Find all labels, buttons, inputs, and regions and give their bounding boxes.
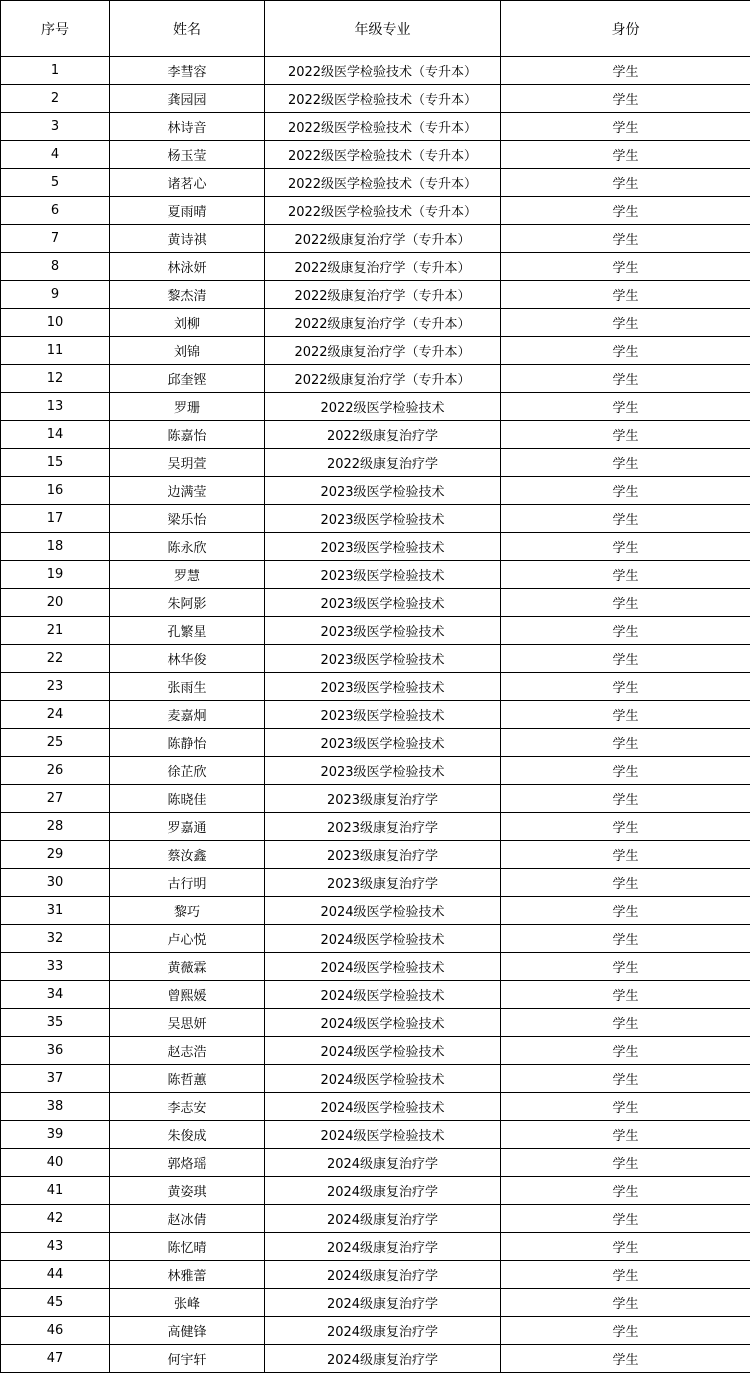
table-row [1,757,750,785]
cell-name: 朱俊成 [110,1121,265,1149]
cell-grade-major: 2024级康复治疗学 [265,1317,501,1345]
table-row [1,561,750,589]
cell-name: 李彗容 [110,57,265,85]
cell-identity: 学生 [501,729,750,757]
table-row [1,1205,750,1233]
cell-grade-major: 2022级康复治疗学（专升本） [265,253,501,281]
cell-identity: 学生 [501,197,750,225]
cell-index: 7 [1,225,110,253]
table-row [1,841,750,869]
cell-grade-major: 2024级康复治疗学 [265,1261,501,1289]
cell-index: 19 [1,561,110,589]
table-row [1,785,750,813]
cell-grade-major: 2022级康复治疗学（专升本） [265,281,501,309]
cell-identity: 学生 [501,869,750,897]
table-row [1,953,750,981]
cell-identity: 学生 [501,85,750,113]
cell-identity: 学生 [501,309,750,337]
cell-identity: 学生 [501,1317,750,1345]
cell-name: 郭烙瑶 [110,1149,265,1177]
table-row [1,169,750,197]
cell-index: 11 [1,337,110,365]
cell-index: 14 [1,421,110,449]
cell-identity: 学生 [501,757,750,785]
cell-grade-major: 2024级康复治疗学 [265,1177,501,1205]
table-row [1,85,750,113]
cell-grade-major: 2023级医学检验技术 [265,617,501,645]
cell-grade-major: 2023级医学检验技术 [265,757,501,785]
cell-grade-major: 2022级医学检验技术（专升本） [265,197,501,225]
table-row [1,1289,750,1317]
cell-identity: 学生 [501,421,750,449]
cell-name: 陈晓佳 [110,785,265,813]
table-row [1,365,750,393]
table-row [1,869,750,897]
cell-index: 41 [1,1177,110,1205]
cell-name: 罗珊 [110,393,265,421]
table-row [1,337,750,365]
cell-index: 47 [1,1345,110,1373]
cell-grade-major: 2023级医学检验技术 [265,645,501,673]
cell-grade-major: 2023级医学检验技术 [265,505,501,533]
cell-name: 麦嘉炯 [110,701,265,729]
cell-identity: 学生 [501,337,750,365]
cell-index: 27 [1,785,110,813]
cell-index: 40 [1,1149,110,1177]
cell-name: 陈忆晴 [110,1233,265,1261]
cell-name: 何宇轩 [110,1345,265,1373]
cell-name: 李志安 [110,1093,265,1121]
cell-name: 张雨生 [110,673,265,701]
cell-name: 孔繁星 [110,617,265,645]
cell-identity: 学生 [501,281,750,309]
table-row [1,281,750,309]
cell-index: 32 [1,925,110,953]
cell-grade-major: 2023级康复治疗学 [265,785,501,813]
cell-name: 陈嘉怡 [110,421,265,449]
cell-name: 高健锋 [110,1317,265,1345]
cell-grade-major: 2022级康复治疗学（专升本） [265,225,501,253]
cell-identity: 学生 [501,897,750,925]
header-index: 序号 [1,1,110,57]
cell-index: 45 [1,1289,110,1317]
cell-index: 36 [1,1037,110,1065]
table-row [1,253,750,281]
cell-identity: 学生 [501,1037,750,1065]
table-row [1,617,750,645]
cell-index: 13 [1,393,110,421]
cell-grade-major: 2023级医学检验技术 [265,673,501,701]
cell-grade-major: 2023级医学检验技术 [265,701,501,729]
cell-identity: 学生 [501,645,750,673]
table-row [1,925,750,953]
cell-grade-major: 2024级医学检验技术 [265,1037,501,1065]
cell-grade-major: 2022级医学检验技术（专升本） [265,113,501,141]
table-row [1,589,750,617]
table-row [1,393,750,421]
cell-identity: 学生 [501,1009,750,1037]
cell-name: 龚园园 [110,85,265,113]
cell-identity: 学生 [501,393,750,421]
table-row [1,449,750,477]
cell-identity: 学生 [501,785,750,813]
cell-index: 44 [1,1261,110,1289]
cell-identity: 学生 [501,57,750,85]
cell-index: 16 [1,477,110,505]
header-grade-major: 年级专业 [265,1,501,57]
cell-identity: 学生 [501,1289,750,1317]
cell-index: 3 [1,113,110,141]
cell-identity: 学生 [501,925,750,953]
cell-identity: 学生 [501,589,750,617]
cell-grade-major: 2022级医学检验技术（专升本） [265,141,501,169]
cell-grade-major: 2024级医学检验技术 [265,981,501,1009]
cell-index: 6 [1,197,110,225]
cell-grade-major: 2024级康复治疗学 [265,1289,501,1317]
cell-grade-major: 2022级医学检验技术（专升本） [265,85,501,113]
table-row [1,1345,750,1373]
cell-grade-major: 2023级医学检验技术 [265,533,501,561]
table-row [1,897,750,925]
cell-identity: 学生 [501,169,750,197]
cell-name: 诸茗心 [110,169,265,197]
cell-name: 陈永欣 [110,533,265,561]
cell-grade-major: 2023级康复治疗学 [265,841,501,869]
table-row [1,421,750,449]
cell-index: 25 [1,729,110,757]
cell-index: 2 [1,85,110,113]
cell-identity: 学生 [501,113,750,141]
cell-index: 28 [1,813,110,841]
cell-grade-major: 2024级医学检验技术 [265,1065,501,1093]
cell-grade-major: 2022级医学检验技术 [265,393,501,421]
cell-grade-major: 2023级医学检验技术 [265,561,501,589]
cell-identity: 学生 [501,533,750,561]
cell-index: 43 [1,1233,110,1261]
cell-identity: 学生 [501,1065,750,1093]
cell-name: 赵志浩 [110,1037,265,1065]
cell-grade-major: 2022级康复治疗学（专升本） [265,337,501,365]
cell-grade-major: 2024级康复治疗学 [265,1345,501,1373]
header-name: 姓名 [110,1,265,57]
cell-name: 陈哲蕙 [110,1065,265,1093]
cell-name: 罗慧 [110,561,265,589]
table-row [1,477,750,505]
cell-grade-major: 2024级医学检验技术 [265,1121,501,1149]
cell-name: 林华俊 [110,645,265,673]
table-row [1,225,750,253]
cell-index: 26 [1,757,110,785]
table-row [1,1065,750,1093]
cell-identity: 学生 [501,449,750,477]
cell-index: 12 [1,365,110,393]
cell-name: 黄薇霖 [110,953,265,981]
table-row [1,197,750,225]
cell-index: 23 [1,673,110,701]
cell-index: 1 [1,57,110,85]
cell-name: 夏雨晴 [110,197,265,225]
cell-name: 吴思妍 [110,1009,265,1037]
cell-name: 徐芷欣 [110,757,265,785]
cell-identity: 学生 [501,1205,750,1233]
table-row [1,309,750,337]
cell-index: 34 [1,981,110,1009]
cell-identity: 学生 [501,953,750,981]
cell-identity: 学生 [501,841,750,869]
table-row [1,1261,750,1289]
cell-identity: 学生 [501,617,750,645]
table-row [1,673,750,701]
table-body [1,57,750,1373]
cell-name: 曾熙媛 [110,981,265,1009]
cell-index: 18 [1,533,110,561]
cell-grade-major: 2024级康复治疗学 [265,1233,501,1261]
cell-identity: 学生 [501,1345,750,1373]
cell-index: 8 [1,253,110,281]
cell-identity: 学生 [501,505,750,533]
cell-grade-major: 2023级医学检验技术 [265,729,501,757]
cell-name: 黎巧 [110,897,265,925]
cell-name: 刘锦 [110,337,265,365]
cell-index: 35 [1,1009,110,1037]
cell-grade-major: 2022级康复治疗学（专升本） [265,309,501,337]
table-row [1,729,750,757]
table-row [1,1177,750,1205]
cell-name: 梁乐怡 [110,505,265,533]
cell-grade-major: 2024级康复治疗学 [265,1149,501,1177]
cell-identity: 学生 [501,1261,750,1289]
cell-identity: 学生 [501,701,750,729]
cell-index: 10 [1,309,110,337]
table-row [1,505,750,533]
cell-identity: 学生 [501,1149,750,1177]
cell-name: 陈静怡 [110,729,265,757]
cell-index: 15 [1,449,110,477]
cell-grade-major: 2023级康复治疗学 [265,813,501,841]
cell-grade-major: 2024级医学检验技术 [265,953,501,981]
cell-grade-major: 2023级康复治疗学 [265,869,501,897]
cell-identity: 学生 [501,813,750,841]
cell-identity: 学生 [501,1233,750,1261]
cell-identity: 学生 [501,561,750,589]
table-row [1,1317,750,1345]
cell-name: 吴玥萱 [110,449,265,477]
table-row [1,57,750,85]
cell-grade-major: 2022级康复治疗学 [265,421,501,449]
cell-name: 林诗音 [110,113,265,141]
cell-grade-major: 2024级医学检验技术 [265,925,501,953]
cell-index: 38 [1,1093,110,1121]
cell-identity: 学生 [501,141,750,169]
table-row [1,113,750,141]
cell-grade-major: 2022级康复治疗学 [265,449,501,477]
cell-index: 29 [1,841,110,869]
table-row [1,1149,750,1177]
cell-identity: 学生 [501,365,750,393]
cell-grade-major: 2022级医学检验技术（专升本） [265,57,501,85]
cell-name: 卢心悦 [110,925,265,953]
cell-index: 21 [1,617,110,645]
cell-identity: 学生 [501,477,750,505]
cell-name: 罗嘉通 [110,813,265,841]
cell-index: 31 [1,897,110,925]
cell-index: 20 [1,589,110,617]
cell-index: 22 [1,645,110,673]
cell-name: 黄姿琪 [110,1177,265,1205]
cell-identity: 学生 [501,253,750,281]
table-row [1,701,750,729]
header-row [1,1,750,57]
cell-name: 朱阿影 [110,589,265,617]
cell-index: 33 [1,953,110,981]
cell-grade-major: 2023级医学检验技术 [265,477,501,505]
cell-identity: 学生 [501,673,750,701]
table-row [1,533,750,561]
cell-grade-major: 2024级医学检验技术 [265,1093,501,1121]
cell-name: 杨玉莹 [110,141,265,169]
cell-index: 46 [1,1317,110,1345]
cell-index: 39 [1,1121,110,1149]
table-row [1,1009,750,1037]
cell-name: 黎杰清 [110,281,265,309]
cell-name: 张峰 [110,1289,265,1317]
cell-index: 9 [1,281,110,309]
cell-index: 42 [1,1205,110,1233]
cell-identity: 学生 [501,1121,750,1149]
cell-grade-major: 2023级医学检验技术 [265,589,501,617]
cell-name: 蔡汝鑫 [110,841,265,869]
table-row [1,645,750,673]
cell-name: 古行明 [110,869,265,897]
cell-grade-major: 2022级医学检验技术（专升本） [265,169,501,197]
table-row [1,981,750,1009]
cell-identity: 学生 [501,225,750,253]
cell-index: 17 [1,505,110,533]
cell-index: 37 [1,1065,110,1093]
header-identity: 身份 [501,1,750,57]
cell-grade-major: 2024级医学检验技术 [265,897,501,925]
cell-grade-major: 2024级医学检验技术 [265,1009,501,1037]
cell-name: 林雅蕾 [110,1261,265,1289]
cell-index: 4 [1,141,110,169]
cell-name: 林泳妍 [110,253,265,281]
cell-name: 黄诗祺 [110,225,265,253]
table-row [1,1121,750,1149]
cell-grade-major: 2024级康复治疗学 [265,1205,501,1233]
cell-grade-major: 2022级康复治疗学（专升本） [265,365,501,393]
cell-identity: 学生 [501,981,750,1009]
cell-name: 邱奎铿 [110,365,265,393]
table-row [1,1233,750,1261]
cell-identity: 学生 [501,1093,750,1121]
cell-identity: 学生 [501,1177,750,1205]
cell-index: 24 [1,701,110,729]
cell-index: 30 [1,869,110,897]
table-row [1,813,750,841]
table-header [1,1,750,57]
cell-name: 刘柳 [110,309,265,337]
cell-name: 边满莹 [110,477,265,505]
cell-index: 5 [1,169,110,197]
cell-name: 赵冰倩 [110,1205,265,1233]
table-row [1,1093,750,1121]
table-row [1,1037,750,1065]
table-row [1,141,750,169]
